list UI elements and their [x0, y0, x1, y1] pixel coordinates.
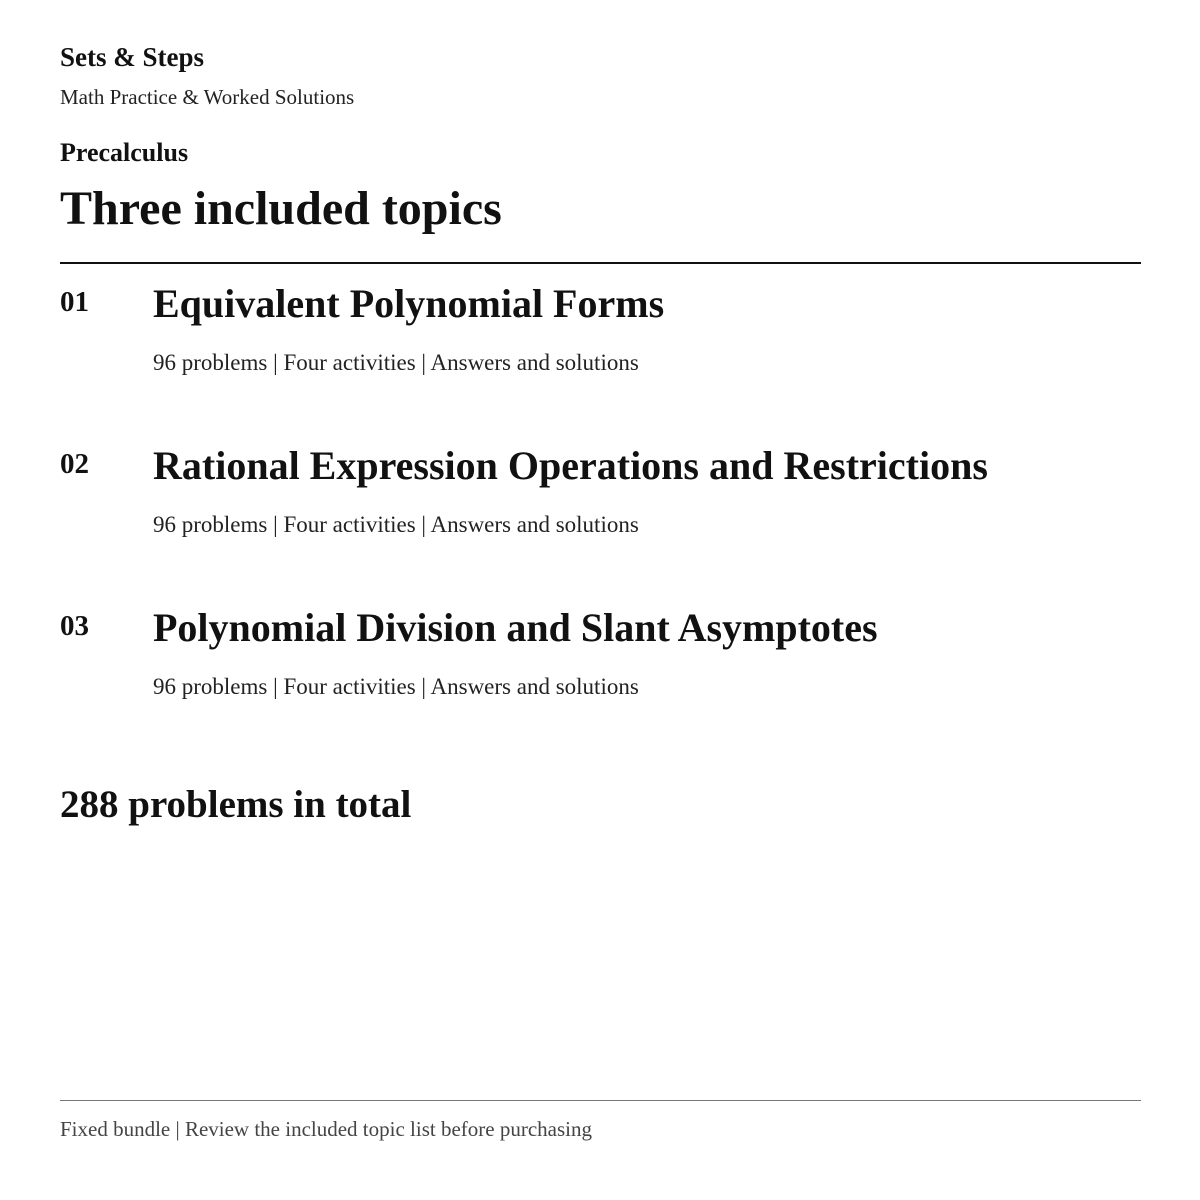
- topic-number: 01: [60, 286, 89, 318]
- topic-title: Equivalent Polynomial Forms: [153, 281, 665, 326]
- topic-meta: 96 problems | Four activities | Answers and solutions: [153, 350, 639, 375]
- topic-title: Rational Expression Operations and Restrictions: [153, 443, 988, 488]
- footer-divider: [60, 1100, 1141, 1101]
- brand-name: Sets & Steps: [60, 42, 205, 72]
- topic-meta: 96 problems | Four activities | Answers and solutions: [153, 674, 639, 699]
- footer-note: Fixed bundle | Review the included topic list before purchasing: [60, 1117, 592, 1141]
- topic-number: 03: [60, 610, 89, 642]
- topic-number: 02: [60, 448, 89, 480]
- topic-item-1: [60, 281, 1141, 405]
- topic-item-3: [60, 605, 1141, 729]
- page-title: Three included topics: [60, 182, 502, 235]
- header-divider: [60, 262, 1141, 264]
- brand-tagline: Math Practice & Worked Solutions: [60, 85, 355, 109]
- total-problems: 288 problems in total: [60, 783, 412, 826]
- topic-item-2: [60, 443, 1141, 567]
- topic-title: Polynomial Division and Slant Asymptotes: [153, 605, 878, 650]
- subject-label: Precalculus: [60, 138, 189, 167]
- topic-meta: 96 problems | Four activities | Answers and solutions: [153, 512, 639, 537]
